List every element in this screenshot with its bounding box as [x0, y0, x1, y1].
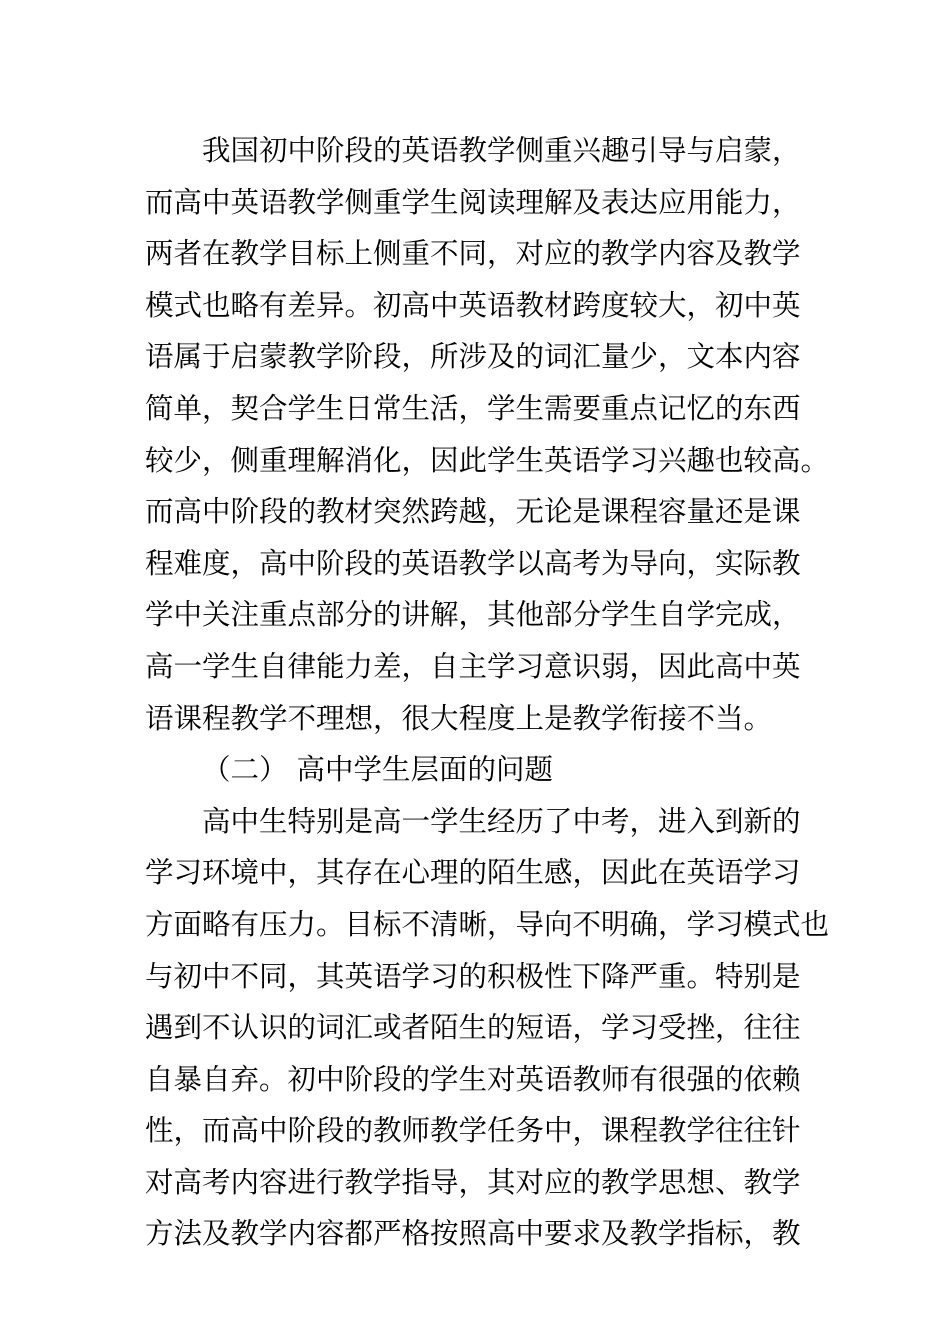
paragraph-1-line: 学中关注重点部分的讲解，其他部分学生自学完成，	[145, 598, 801, 632]
body-text	[145, 125, 830, 1260]
paragraph-2-line: 方法及教学内容都严格按照高中要求及教学指标，教	[145, 1217, 801, 1251]
section-heading: （二） 高中学生层面的问题	[202, 753, 554, 787]
paragraph-2-line: 对高考内容进行教学指导，其对应的教学思想、教学	[145, 1165, 801, 1199]
paragraph-1-line: 较少，侧重理解消化，因此学生英语学习兴趣也较高。	[145, 443, 830, 477]
paragraph-1-line: 高一学生自律能力差，自主学习意识弱，因此高中英	[145, 649, 801, 683]
paragraph-1-line: 语课程教学不理想，很大程度上是教学衔接不当。	[145, 701, 773, 735]
paragraph-1-line: 简单，契合学生日常生活，学生需要重点记忆的东西	[145, 391, 801, 425]
paragraph-2-line: 学习环境中，其存在心理的陌生感，因此在英语学习	[145, 856, 801, 890]
paragraph-1-line: 而高中阶段的教材突然跨越，无论是课程容量还是课	[145, 495, 801, 529]
paragraph-1-line: 而高中英语教学侧重学生阅读理解及表达应用能力，	[145, 185, 801, 219]
paragraph-1-line: 两者在教学目标上侧重不同，对应的教学内容及教学	[145, 237, 801, 271]
paragraph-2-line: 方面略有压力。目标不清晰，导向不明确，学习模式也	[145, 907, 830, 941]
paragraph-1-line: 模式也略有差异。初高中英语教材跨度较大，初中英	[145, 288, 801, 322]
paragraph-2-line: 高中生特别是高一学生经历了中考，进入到新的	[202, 804, 801, 838]
paragraph-1-line: 语属于启蒙教学阶段，所涉及的词汇量少，文本内容	[145, 340, 801, 374]
paragraph-1-line: 我国初中阶段的英语教学侧重兴趣引导与启蒙，	[202, 134, 801, 167]
paragraph-2-line: 遇到不认识的词汇或者陌生的短语，学习受挫，往往	[145, 1011, 801, 1045]
paragraph-2-line: 性，而高中阶段的教师教学任务中，课程教学往往针	[145, 1114, 801, 1148]
paragraph-1-line: 程难度，高中阶段的英语教学以高考为导向，实际教	[145, 546, 801, 580]
paragraph-2-line: 与初中不同，其英语学习的积极性下降严重。特别是	[145, 959, 801, 993]
paragraph-2-line: 自暴自弃。初中阶段的学生对英语教师有很强的依赖	[145, 1062, 801, 1096]
